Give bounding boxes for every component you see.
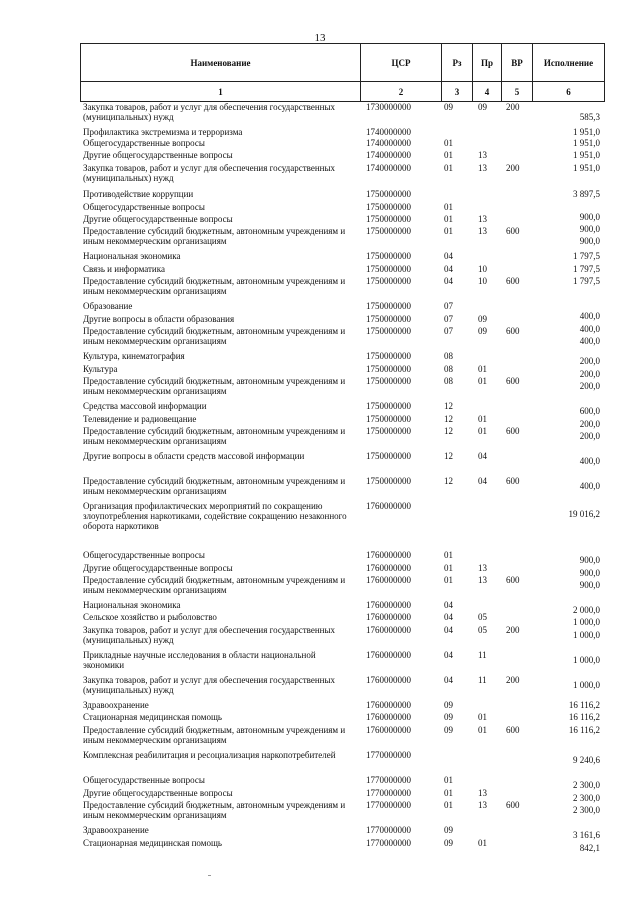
row-name: Предоставление субсидий бюджетным, автономным учреждениям и иным некоммерческим организациям (83, 376, 346, 397)
row-vr: 200 (506, 102, 520, 112)
row-rz: 09 (444, 102, 453, 112)
row-ex: 900,0 (579, 555, 600, 565)
row-ex: 1 797,5 (573, 264, 600, 274)
row-csr: 1760000000 (366, 712, 411, 722)
scan-speck (208, 875, 211, 876)
row-rz: 09 (444, 838, 453, 848)
row-pr: 09 (478, 102, 487, 112)
row-rz: 01 (444, 226, 453, 236)
row-rz: 07 (444, 326, 453, 336)
row-ex: 400,0 (579, 311, 600, 321)
row-ex: 200,0 (579, 369, 600, 379)
row-rz: 08 (444, 376, 453, 386)
row-csr: 1750000000 (366, 276, 411, 286)
row-ex: 1 951,0 (573, 138, 600, 148)
row-rz: 01 (444, 150, 453, 160)
row-name: Противодействие коррупции (83, 189, 194, 199)
row-ex: 3 161,6 (573, 830, 600, 840)
row-csr: 1740000000 (366, 138, 411, 148)
row-ex: 200,0 (579, 431, 600, 441)
row-csr: 1760000000 (366, 550, 411, 560)
row-ex: 400,0 (579, 324, 600, 334)
row-csr: 1740000000 (366, 127, 411, 137)
row-csr: 1750000000 (366, 364, 411, 374)
row-rz: 12 (444, 451, 453, 461)
row-csr: 1740000000 (366, 163, 411, 173)
row-ex: 2 300,0 (573, 793, 600, 803)
row-ex: 2 000,0 (573, 605, 600, 615)
row-csr: 1750000000 (366, 326, 411, 336)
row-rz: 12 (444, 426, 453, 436)
header-csr: ЦСР (361, 44, 442, 82)
row-pr: 04 (478, 476, 487, 486)
row-vr: 200 (506, 163, 520, 173)
row-name: Закупка товаров, работ и услуг для обеспечения государственных (муниципальных) нужд (83, 675, 336, 696)
row-csr: 1750000000 (366, 214, 411, 224)
row-ex: 1 000,0 (573, 680, 600, 690)
row-pr: 09 (478, 326, 487, 336)
row-csr: 1770000000 (366, 838, 411, 848)
row-csr: 1750000000 (366, 476, 411, 486)
row-pr: 11 (478, 675, 487, 685)
row-csr: 1760000000 (366, 700, 411, 710)
row-rz: 04 (444, 625, 453, 635)
row-name: Комплексная реабилитация и ресоциализация наркопотребителей (83, 750, 336, 760)
row-rz: 01 (444, 775, 453, 785)
row-csr: 1750000000 (366, 376, 411, 386)
row-ex: 1 951,0 (573, 150, 600, 160)
row-name: Общегосударственные вопросы (83, 202, 205, 212)
row-csr: 1760000000 (366, 725, 411, 735)
row-pr: 13 (478, 563, 487, 573)
row-name: Национальная экономика (83, 251, 181, 261)
row-ex: 2 300,0 (573, 805, 600, 815)
row-rz: 04 (444, 264, 453, 274)
row-csr: 1750000000 (366, 226, 411, 236)
row-csr: 1760000000 (366, 563, 411, 573)
row-vr: 600 (506, 376, 520, 386)
row-rz: 07 (444, 314, 453, 324)
row-ex: 900,0 (579, 224, 600, 234)
row-rz: 07 (444, 301, 453, 311)
row-name: Предоставление субсидий бюджетным, автономным учреждениям и иным некоммерческим организациям (83, 326, 346, 347)
row-name: Здравоохранение (83, 825, 149, 835)
row-ex: 3 897,5 (573, 189, 600, 199)
row-ex: 1 797,5 (573, 251, 600, 261)
row-ex: 900,0 (579, 212, 600, 222)
header-rz: Рз (442, 44, 473, 82)
row-pr: 13 (478, 214, 487, 224)
row-name: Закупка товаров, работ и услуг для обеспечения государственных (муниципальных) нужд (83, 102, 336, 123)
row-ex: 200,0 (579, 381, 600, 391)
row-rz: 01 (444, 163, 453, 173)
row-rz: 12 (444, 401, 453, 411)
row-rz: 04 (444, 600, 453, 610)
row-csr: 1750000000 (366, 251, 411, 261)
row-rz: 01 (444, 202, 453, 212)
header-num-2: 2 (361, 82, 442, 102)
row-ex: 900,0 (579, 580, 600, 590)
row-csr: 1750000000 (366, 189, 411, 199)
row-rz: 04 (444, 675, 453, 685)
row-name: Общегосударственные вопросы (83, 775, 205, 785)
row-pr: 13 (478, 788, 487, 798)
row-vr: 600 (506, 276, 520, 286)
row-rz: 09 (444, 700, 453, 710)
row-name: Другие общегосударственные вопросы (83, 150, 233, 160)
row-name: Предоставление субсидий бюджетным, автономным учреждениям и иным некоммерческим организациям (83, 575, 346, 596)
header-vr: ВР (502, 44, 533, 82)
row-name: Другие общегосударственные вопросы (83, 788, 233, 798)
row-name: Другие общегосударственные вопросы (83, 563, 233, 573)
row-rz: 01 (444, 563, 453, 573)
row-ex: 1 951,0 (573, 163, 600, 173)
row-vr: 600 (506, 575, 520, 585)
row-csr: 1750000000 (366, 301, 411, 311)
row-ex: 1 000,0 (573, 630, 600, 640)
row-pr: 10 (478, 264, 487, 274)
row-ex: 585,3 (579, 112, 600, 122)
row-csr: 1760000000 (366, 575, 411, 585)
row-ex: 16 116,2 (568, 712, 600, 722)
row-rz: 01 (444, 214, 453, 224)
row-name: Здравоохранение (83, 700, 149, 710)
row-pr: 13 (478, 226, 487, 236)
row-csr: 1760000000 (366, 612, 411, 622)
row-pr: 13 (478, 150, 487, 160)
row-csr: 1760000000 (366, 501, 411, 511)
row-ex: 9 240,6 (573, 755, 600, 765)
row-name: Сельское хозяйство и рыболовство (83, 612, 217, 622)
row-pr: 01 (478, 712, 487, 722)
row-ex: 900,0 (579, 568, 600, 578)
page-number: 13 (314, 32, 326, 44)
header-ex: Исполнение (533, 44, 605, 82)
row-name: Профилактика экстремизма и терроризма (83, 127, 243, 137)
row-name: Стационарная медицинская помощь (83, 838, 222, 848)
row-csr: 1750000000 (366, 401, 411, 411)
row-csr: 1770000000 (366, 788, 411, 798)
row-csr: 1770000000 (366, 775, 411, 785)
row-pr: 10 (478, 276, 487, 286)
row-name: Предоставление субсидий бюджетным, автономным учреждениям и иным некоммерческим организациям (83, 476, 346, 497)
row-ex: 200,0 (579, 356, 600, 366)
row-ex: 2 300,0 (573, 780, 600, 790)
row-rz: 09 (444, 725, 453, 735)
row-csr: 1750000000 (366, 451, 411, 461)
row-name: Национальная экономика (83, 600, 181, 610)
row-ex: 900,0 (579, 236, 600, 246)
row-rz: 01 (444, 800, 453, 810)
row-ex: 400,0 (579, 456, 600, 466)
table-header (80, 43, 605, 102)
row-ex: 16 116,2 (568, 700, 600, 710)
row-name: Прикладные научные исследования в области национальной экономики (83, 650, 316, 671)
row-pr: 01 (478, 364, 487, 374)
row-name: Связь и информатика (83, 264, 165, 274)
row-name: Общегосударственные вопросы (83, 138, 205, 148)
row-csr: 1750000000 (366, 264, 411, 274)
row-csr: 1750000000 (366, 314, 411, 324)
row-ex: 200,0 (579, 419, 600, 429)
row-ex: 1 000,0 (573, 617, 600, 627)
row-csr: 1750000000 (366, 414, 411, 424)
row-name: Культура, кинематография (83, 351, 185, 361)
row-vr: 600 (506, 326, 520, 336)
row-name: Закупка товаров, работ и услуг для обеспечения государственных (муниципальных) нужд (83, 625, 336, 646)
row-pr: 01 (478, 414, 487, 424)
row-ex: 19 016,2 (568, 509, 600, 519)
row-name: Телевидение и радиовещание (83, 414, 197, 424)
row-ex: 400,0 (579, 481, 600, 491)
row-rz: 01 (444, 138, 453, 148)
row-name: Предоставление субсидий бюджетным, автономным учреждениям и иным некоммерческим организациям (83, 226, 346, 247)
row-csr: 1730000000 (366, 102, 411, 112)
row-name: Стационарная медицинская помощь (83, 712, 222, 722)
row-pr: 05 (478, 625, 487, 635)
row-name: Предоставление субсидий бюджетным, автономным учреждениям и иным некоммерческим организациям (83, 276, 346, 297)
row-csr: 1750000000 (366, 202, 411, 212)
row-rz: 04 (444, 251, 453, 261)
row-name: Другие вопросы в области образования (83, 314, 235, 324)
row-name: Предоставление субсидий бюджетным, автономным учреждениям и иным некоммерческим организациям (83, 725, 346, 746)
row-rz: 12 (444, 476, 453, 486)
row-name: Общегосударственные вопросы (83, 550, 205, 560)
row-pr: 13 (478, 575, 487, 585)
row-csr: 1770000000 (366, 750, 411, 760)
row-rz: 04 (444, 650, 453, 660)
row-csr: 1760000000 (366, 675, 411, 685)
row-rz: 04 (444, 612, 453, 622)
row-ex: 1 951,0 (573, 127, 600, 137)
row-csr: 1740000000 (366, 150, 411, 160)
row-ex: 400,0 (579, 336, 600, 346)
row-csr: 1750000000 (366, 426, 411, 436)
row-vr: 600 (506, 426, 520, 436)
row-vr: 600 (506, 725, 520, 735)
row-ex: 600,0 (579, 406, 600, 416)
row-name: Предоставление субсидий бюджетным, автономным учреждениям и иным некоммерческим организациям (83, 800, 346, 821)
row-csr: 1770000000 (366, 800, 411, 810)
row-rz: 01 (444, 575, 453, 585)
row-rz: 08 (444, 351, 453, 361)
row-rz: 08 (444, 364, 453, 374)
row-pr: 05 (478, 612, 487, 622)
row-ex: 16 116,2 (568, 725, 600, 735)
row-vr: 200 (506, 675, 520, 685)
header-num-3: 3 (442, 82, 473, 102)
row-vr: 600 (506, 800, 520, 810)
row-rz: 09 (444, 825, 453, 835)
row-vr: 200 (506, 625, 520, 635)
header-num-4: 4 (473, 82, 502, 102)
row-name: Другие общегосударственные вопросы (83, 214, 233, 224)
header-num-1: 1 (81, 82, 361, 102)
row-pr: 09 (478, 314, 487, 324)
row-vr: 600 (506, 476, 520, 486)
row-csr: 1750000000 (366, 351, 411, 361)
row-name: Предоставление субсидий бюджетным, автономным учреждениям и иным некоммерческим организациям (83, 426, 346, 447)
header-num-6: 6 (533, 82, 605, 102)
row-pr: 01 (478, 725, 487, 735)
row-vr: 600 (506, 226, 520, 236)
header-num-5: 5 (502, 82, 533, 102)
row-ex: 842,1 (579, 843, 600, 853)
row-name: Закупка товаров, работ и услуг для обеспечения государственных (муниципальных) нужд (83, 163, 336, 184)
row-rz: 04 (444, 276, 453, 286)
row-name: Образование (83, 301, 133, 311)
row-csr: 1770000000 (366, 825, 411, 835)
row-name: Культура (83, 364, 118, 374)
row-csr: 1760000000 (366, 650, 411, 660)
row-pr: 04 (478, 451, 487, 461)
row-name: Организация профилактических мероприятий по сокращению злоупотребления наркотиками, содействие сокращению незаконного оборота наркотиков (83, 501, 347, 532)
header-name: Наименование (81, 44, 361, 82)
row-csr: 1760000000 (366, 600, 411, 610)
row-ex: 1 000,0 (573, 655, 600, 665)
row-pr: 01 (478, 376, 487, 386)
row-pr: 01 (478, 838, 487, 848)
header-pr: Пр (473, 44, 502, 82)
row-ex: 1 797,5 (573, 276, 600, 286)
row-rz: 01 (444, 550, 453, 560)
row-rz: 09 (444, 712, 453, 722)
row-name: Средства массовой информации (83, 401, 207, 411)
row-rz: 12 (444, 414, 453, 424)
row-pr: 11 (478, 650, 487, 660)
row-pr: 01 (478, 426, 487, 436)
row-pr: 13 (478, 163, 487, 173)
row-csr: 1760000000 (366, 625, 411, 635)
row-pr: 13 (478, 800, 487, 810)
row-rz: 01 (444, 788, 453, 798)
row-name: Другие вопросы в области средств массовой информации (83, 451, 305, 461)
